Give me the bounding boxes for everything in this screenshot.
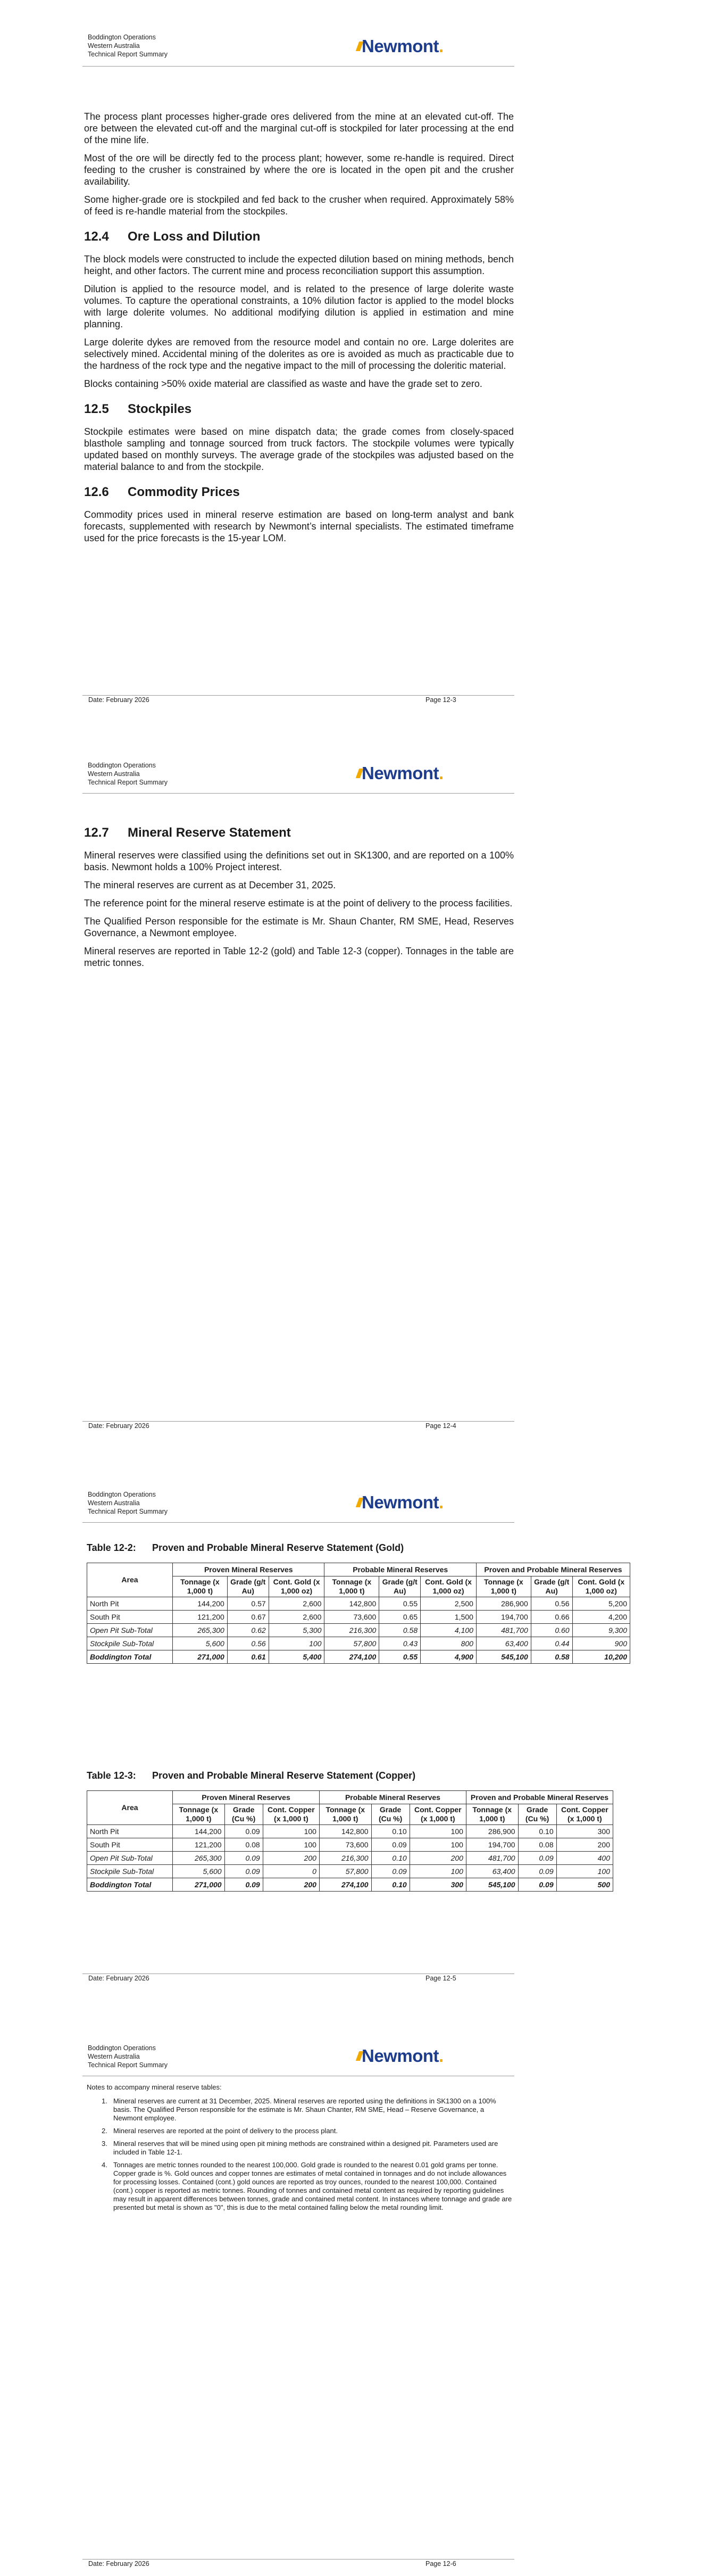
note-number: 3. [102,2140,107,2148]
table-cell: 0.67 [227,1611,269,1624]
table-row [87,1650,630,1664]
table-cell: 481,700 [476,1624,531,1637]
column-header: Grade (Cu %) [224,1804,263,1825]
table-cell: 194,700 [466,1838,518,1852]
table-cell: 4,200 [572,1611,630,1624]
row-area-label: South Pit [87,1611,173,1624]
header-doc-title: Technical Report Summary [88,779,168,786]
table-cell: 142,800 [319,1825,371,1838]
table-cell: 100 [410,1838,466,1852]
table-cell: 100 [556,1865,613,1878]
table-cell: 545,100 [476,1650,531,1664]
table-row [87,1825,613,1838]
table-cell: 0.09 [518,1865,556,1878]
table-cell: 200 [263,1878,319,1892]
footer-page: Page 12-4 [425,1422,456,1430]
table-row [87,1838,613,1852]
table-cell: 0.56 [531,1597,572,1611]
row-area-label: Boddington Total [87,1650,173,1664]
column-header: Tonnage (x 1,000 t) [173,1804,225,1825]
note-item [87,2140,512,2157]
section-heading-12-7: 12.7 Mineral Reserve Statement [84,825,291,840]
page-12-6 [0,2028,726,2576]
table-cell: 0.09 [518,1852,556,1865]
notes-list [87,2097,512,2212]
header-text [88,2044,168,2069]
header-text [88,1490,168,1516]
table-cell: 800 [421,1637,477,1650]
table-cell: 200 [556,1838,613,1852]
group-header: Probable Mineral Reserves [319,1791,466,1804]
table-cell: 400 [556,1852,613,1865]
row-area-label: Open Pit Sub-Total [87,1852,173,1865]
header-doc-title: Technical Report Summary [88,1508,168,1515]
table-cell: 144,200 [173,1825,225,1838]
column-header: Cont. Copper (x 1,000 t) [410,1804,466,1825]
table-row [87,1852,613,1865]
column-header: Tonnage (x 1,000 t) [173,1576,228,1597]
copper-reserve-table [87,1790,613,1892]
table-cell: 2,600 [269,1611,324,1624]
header-company: Boddington Operations [88,762,156,769]
table-cell: 73,600 [324,1611,379,1624]
note-item [87,2127,512,2135]
footer-date: Date: February 2026 [88,1422,149,1430]
table-cell: 0.08 [224,1838,263,1852]
paragraph: Stockpile estimates were based on mine dispatch data; the grade comes from closely-spaced blasthole sampling and tonnage sourced from truck factors. The stockpile volumes were typically updated based on monthly surveys. The average grade of the stockpiles was adjusted based on the material balance to and from the stockpile. [84,426,514,472]
newmont-logo: Newmont. [362,36,444,56]
column-header: Grade (Cu %) [371,1804,410,1825]
table-cell: 0.10 [371,1852,410,1865]
footer-rule [82,2559,514,2560]
table-cell: 0.09 [224,1825,263,1838]
table-cell: 0.08 [518,1838,556,1852]
table-cell: 300 [410,1878,466,1892]
table-cell: 0.09 [371,1865,410,1878]
table-cell: 100 [263,1825,319,1838]
table-cell: 0.09 [224,1852,263,1865]
section-heading-12-5: 12.5 Stockpiles [84,402,192,416]
table-cell: 0.58 [379,1624,421,1637]
group-header: Probable Mineral Reserves [324,1563,476,1576]
column-header: Grade (Cu %) [518,1804,556,1825]
table-12-3-caption: Table 12-3: Proven and Probable Mineral Reserve Statement (Copper) [87,1770,416,1781]
table-cell: 265,300 [173,1852,225,1865]
column-header: Cont. Copper (x 1,000 t) [263,1804,319,1825]
table-cell: 200 [410,1852,466,1865]
reserve-notes [87,2083,512,2216]
table-cell: 0.10 [371,1878,410,1892]
table-cell: 0.09 [224,1865,263,1878]
table-cell: 5,200 [572,1597,630,1611]
row-area-label: North Pit [87,1597,173,1611]
table-cell: 0.65 [379,1611,421,1624]
row-area-label: Stockpile Sub-Total [87,1637,173,1650]
header-doc-title: Technical Report Summary [88,51,168,58]
column-header: Grade (g/t Au) [227,1576,269,1597]
paragraph: The reference point for the mineral reserve estimate is at the point of delivery to the process facilities. [84,898,513,909]
table-cell: 121,200 [173,1611,228,1624]
page2-body [84,827,514,975]
table-cell: 0.62 [227,1624,269,1637]
header-region: Western Australia [88,770,140,778]
row-area-label: South Pit [87,1838,173,1852]
table-cell: 73,600 [319,1838,371,1852]
table-cell: 0.56 [227,1637,269,1650]
header-company: Boddington Operations [88,34,156,41]
paragraph: Large dolerite dykes are removed from the resource model and contain no ore. Large dolerites are selectively mined. Accidental mining of the dolerites as ore is avoided as much as practicable due to the hardness of the rock type and the negative impact to the mill of processing the doleritic material. [84,337,514,371]
table-cell: 10,200 [572,1650,630,1664]
table-cell: 5,400 [269,1650,324,1664]
header-region: Western Australia [88,1499,140,1507]
table-cell: 0.55 [379,1597,421,1611]
column-header: Cont. Copper (x 1,000 t) [556,1804,613,1825]
table-cell: 0.10 [518,1825,556,1838]
table-cell: 0 [263,1865,319,1878]
table-cell: 121,200 [173,1838,225,1852]
table-cell: 0.09 [371,1838,410,1852]
header-text [88,761,168,787]
table-cell: 286,900 [466,1825,518,1838]
table-row [87,1624,630,1637]
page-12-3 [0,0,726,740]
table-cell: 100 [269,1637,324,1650]
table-cell: 57,800 [324,1637,379,1650]
table-cell: 0.57 [227,1597,269,1611]
column-header: Tonnage (x 1,000 t) [476,1576,531,1597]
header-rule [82,1522,514,1523]
section-heading-12-4: 12.4 Ore Loss and Dilution [84,229,261,244]
row-area-label: North Pit [87,1825,173,1838]
page1-body [84,111,514,550]
note-item [87,2161,512,2212]
section-heading-12-6: 12.6 Commodity Prices [84,485,240,499]
table-cell: 286,900 [476,1597,531,1611]
newmont-logo: Newmont. [362,763,444,783]
table-cell: 5,600 [173,1637,228,1650]
footer-date: Date: February 2026 [88,1975,149,1982]
table-cell: 0.10 [371,1825,410,1838]
paragraph: The process plant processes higher-grade ores delivered from the mine at an elevated cut-off. The ore between the elevated cut-off and the marginal cut-off is stockpiled for later processing at the end of the mine life. [84,111,514,145]
column-header: Cont. Gold (x 1,000 oz) [572,1576,630,1597]
table-cell: 481,700 [466,1852,518,1865]
table-cell: 144,200 [173,1597,228,1611]
row-area-label: Boddington Total [87,1878,173,1892]
area-header: Area [87,1791,173,1825]
note-number: 1. [102,2097,107,2105]
table-cell: 216,300 [324,1624,379,1637]
table-row [87,1878,613,1892]
paragraph: Blocks containing >50% oxide material are classified as waste and have the grade set to zero. [84,378,482,389]
page-12-5 [0,1474,726,2028]
table-row [87,1597,630,1611]
note-text: Tonnages are metric tonnes rounded to the nearest 100,000. Gold grade is rounded to the nearest 0.01 gold grams per tonne. Copper grade is %. Gold ounces and copper tonnes are estimates of metal contained in tonnages and do not include allowances for processing losses. Contained (cont.) gold ounces are reported as troy ounces, rounded to the nearest 100,000. Contained (cont.) copper is reported as metric tonnes. Rounding of tonnes and contained metal content as required by reporting guidelines may result in apparent differences between tonnes, grade and contained metal content. In instances where tonnage and grade are presented but metal is shown as "0", this is due to the metal contained falling below the metal rounding limit. [113,2161,512,2211]
table-cell: 0.55 [379,1650,421,1664]
table-cell: 0.66 [531,1611,572,1624]
footer-rule [82,1421,514,1422]
table-cell: 300 [556,1825,613,1838]
table-cell: 200 [263,1852,319,1865]
table-cell: 5,600 [173,1865,225,1878]
table-cell: 900 [572,1637,630,1650]
footer-date: Date: February 2026 [88,2560,149,2567]
footer-page: Page 12-3 [425,696,456,704]
group-header: Proven and Probable Mineral Reserves [476,1563,630,1576]
header-region: Western Australia [88,42,140,49]
paragraph: Mineral reserves were classified using the definitions set out in SK1300, and are reported on a 100% basis. Newmont holds a 100% Project interest. [84,850,514,872]
table-cell: 4,100 [421,1624,477,1637]
note-text: Mineral reserves are current at 31 December, 2025. Mineral reserves are reported using the definitions in SK1300 on a 100% basis. The Qualified Person responsible for the estimate is Mr. Shaun Chanter, RM SME, Head – Reserve Governance, a Newmont employee. [113,2097,496,2122]
table-cell: 0.09 [518,1878,556,1892]
header-region: Western Australia [88,2053,140,2060]
table-cell: 100 [410,1865,466,1878]
header-company: Boddington Operations [88,2044,156,2052]
footer-page: Page 12-5 [425,1975,456,1982]
table-cell: 274,100 [319,1878,371,1892]
paragraph: Some higher-grade ore is stockpiled and fed back to the crusher when required. Approximately 58% of feed is re-handle material from the stockpiles. [84,194,514,217]
table-cell: 265,300 [173,1624,228,1637]
paragraph: Most of the ore will be directly fed to the process plant; however, some re-handle is required. Direct feeding to the crusher is constrained by where the ore is located in the open pit and the crusher availability. [84,153,514,187]
note-number: 2. [102,2127,107,2135]
header-text [88,33,168,59]
paragraph: Mineral reserves are reported in Table 12-2 (gold) and Table 12-3 (copper). Tonnages in the table are metric tonnes. [84,946,514,968]
table-cell: 194,700 [476,1611,531,1624]
column-header: Tonnage (x 1,000 t) [319,1804,371,1825]
table-cell: 57,800 [319,1865,371,1878]
group-header: Proven and Probable Mineral Reserves [466,1791,613,1804]
table-cell: 271,000 [173,1878,225,1892]
header-doc-title: Technical Report Summary [88,2061,168,2069]
table-row [87,1865,613,1878]
table-cell: 545,100 [466,1878,518,1892]
page-12-4 [0,740,726,1474]
header-rule [82,66,514,67]
table-cell: 274,100 [324,1650,379,1664]
table-cell: 142,800 [324,1597,379,1611]
paragraph: The block models were constructed to include the expected dilution based on mining methods, bench height, and other factors. The current mine and process reconciliation support this assumption. [84,254,514,276]
table-cell: 2,600 [269,1597,324,1611]
column-header: Tonnage (x 1,000 t) [324,1576,379,1597]
gold-reserve-table [87,1563,630,1664]
table-cell: 63,400 [466,1865,518,1878]
area-header: Area [87,1563,173,1597]
footer-page: Page 12-6 [425,2560,456,2567]
column-header: Cont. Gold (x 1,000 oz) [269,1576,324,1597]
note-number: 4. [102,2161,107,2169]
notes-intro: Notes to accompany mineral reserve tables: [87,2083,222,2091]
column-header: Grade (g/t Au) [531,1576,572,1597]
note-text: Mineral reserves that will be mined using open pit mining methods are constrained within a designed pit. Parameters used are included in Table 12-1. [113,2140,498,2156]
newmont-logo: Newmont. [362,1492,444,1513]
table-cell: 4,900 [421,1650,477,1664]
table-cell: 0.44 [531,1637,572,1650]
table-cell: 1,500 [421,1611,477,1624]
table-cell: 216,300 [319,1852,371,1865]
footer-date: Date: February 2026 [88,696,149,704]
table-cell: 0.43 [379,1637,421,1650]
table-cell: 0.58 [531,1650,572,1664]
table-cell: 500 [556,1878,613,1892]
paragraph: The Qualified Person responsible for the estimate is Mr. Shaun Chanter, RM SME, Head, Reserves Governance, a Newmont employee. [84,916,514,938]
paragraph: Dilution is applied to the resource model, and is related to the presence of large dolerite waste volumes. To capture the operational constraints, a 10% dilution factor is applied to the model blocks with large dolerite volumes. No additional modifying dilution is applied in estimation and mine planning. [84,284,514,329]
footer-rule [82,695,514,696]
row-area-label: Stockpile Sub-Total [87,1865,173,1878]
table-cell: 271,000 [173,1650,228,1664]
table-cell: 5,300 [269,1624,324,1637]
table-12-2-caption: Table 12-2: Proven and Probable Mineral Reserve Statement (Gold) [87,1542,404,1553]
table-cell: 0.09 [224,1878,263,1892]
table-cell: 63,400 [476,1637,531,1650]
table-cell: 9,300 [572,1624,630,1637]
note-text: Mineral reserves are reported at the point of delivery to the process plant. [113,2127,338,2135]
column-header: Grade (g/t Au) [379,1576,421,1597]
table-cell: 100 [263,1838,319,1852]
table-row [87,1611,630,1624]
column-header: Tonnage (x 1,000 t) [466,1804,518,1825]
table-cell: 2,500 [421,1597,477,1611]
table-cell: 0.60 [531,1624,572,1637]
paragraph: The mineral reserves are current as at December 31, 2025. [84,880,336,890]
group-header: Proven Mineral Reserves [173,1563,324,1576]
note-item [87,2097,512,2123]
newmont-logo: Newmont. [362,2046,444,2066]
table-cell: 100 [410,1825,466,1838]
table-row [87,1637,630,1650]
column-header: Cont. Gold (x 1,000 oz) [421,1576,477,1597]
row-area-label: Open Pit Sub-Total [87,1624,173,1637]
table-cell: 0.61 [227,1650,269,1664]
header-rule [82,793,514,794]
header-company: Boddington Operations [88,1491,156,1498]
paragraph: Commodity prices used in mineral reserve estimation are based on long-term analyst and bank forecasts, supplemented with research by Newmont’s internal specialists. The estimated timeframe used for the price forecasts is the 15-year LOM. [84,509,514,543]
group-header: Proven Mineral Reserves [173,1791,320,1804]
